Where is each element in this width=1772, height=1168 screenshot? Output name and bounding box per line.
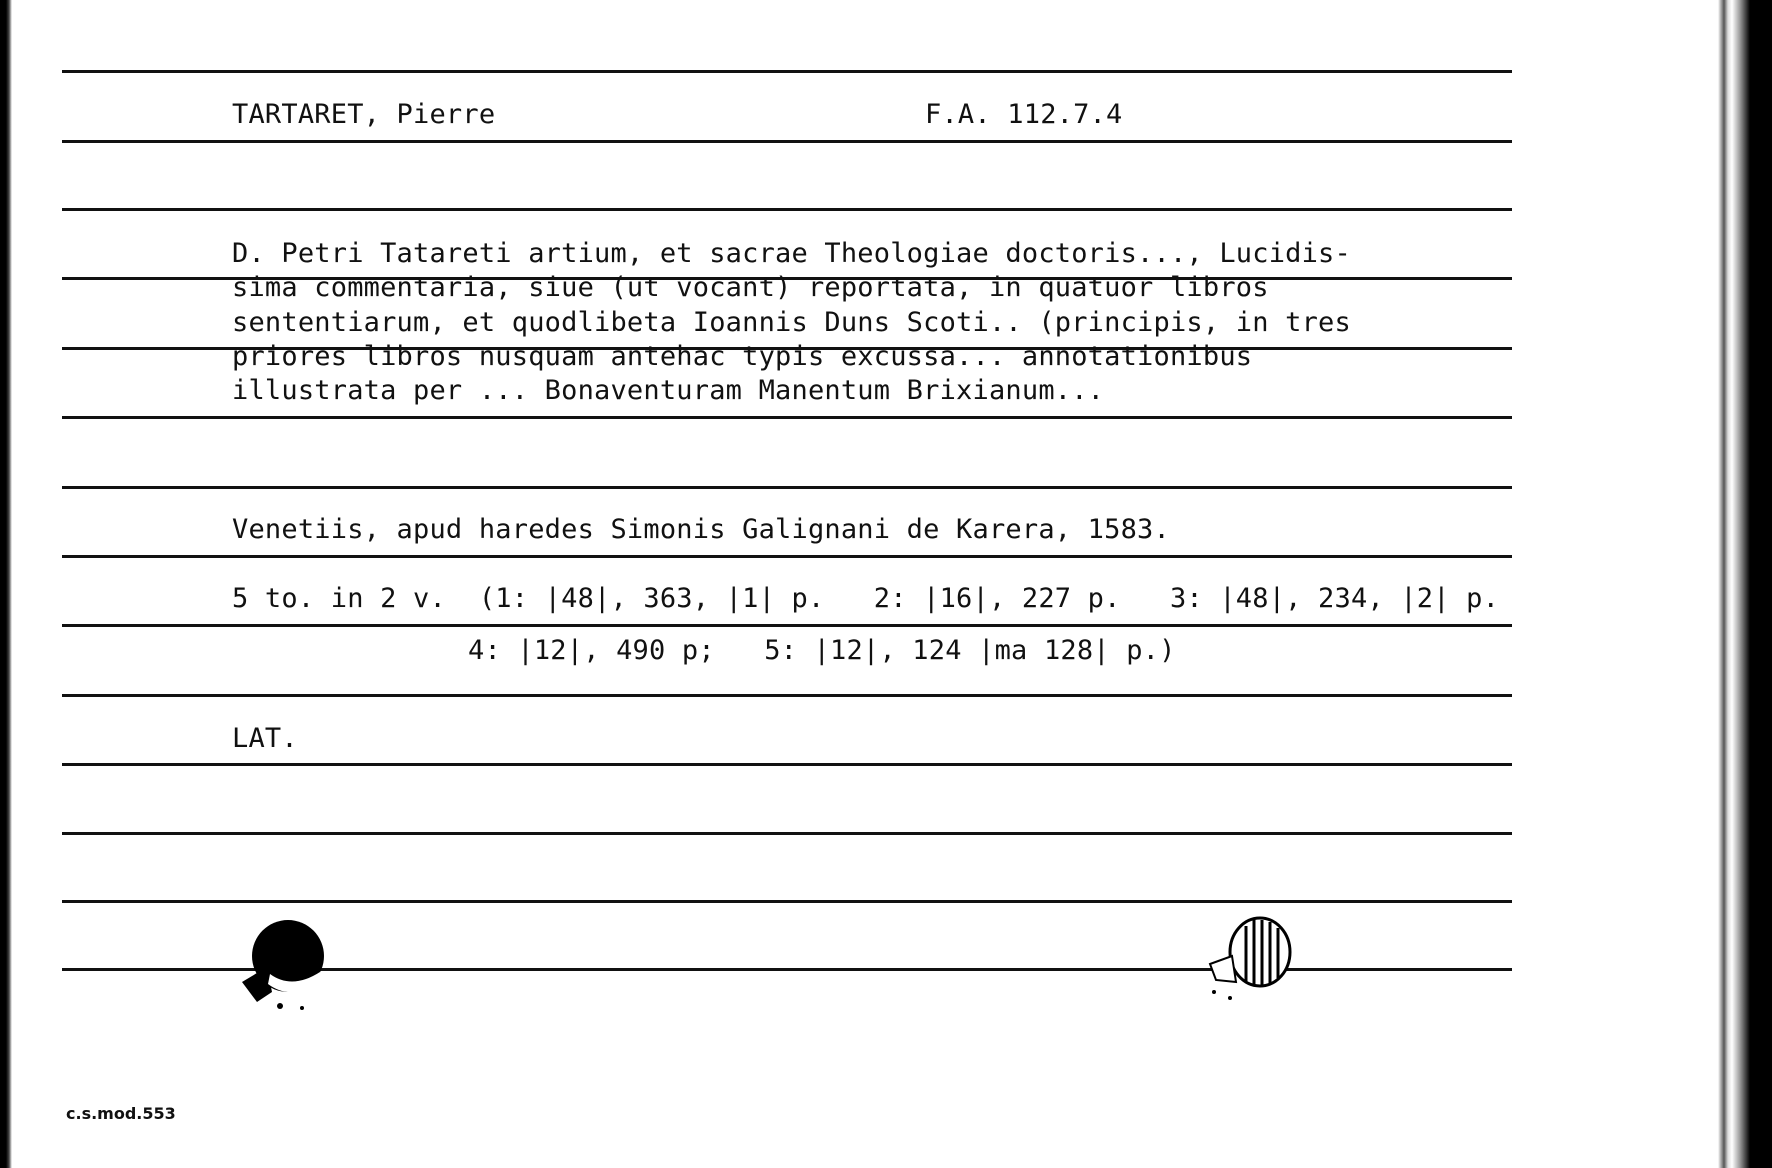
rule-line <box>62 900 1512 903</box>
imprint: Venetiis, apud haredes Simonis Galignani de Karera, 1583. <box>232 514 1170 545</box>
heading-name: TARTARET, Pierre <box>232 99 496 130</box>
rule-line <box>62 624 1512 627</box>
form-code: c.s.mod.553 <box>66 1104 176 1123</box>
rule-line <box>62 763 1512 766</box>
punch-hole-right <box>1200 912 1300 1012</box>
punch-hole-left <box>232 912 342 1022</box>
rule-line <box>62 486 1512 489</box>
title-line: priores libros nusquam antehac typis excussa... annotationibus <box>232 341 1253 372</box>
collation-line: 4: |12|, 490 p; 5: |12|, 124 |ma 128| p.) <box>468 635 1176 666</box>
collation-line: 5 to. in 2 v. (1: |48|, 363, |1| p. 2: |16|, 227 p. 3: |48|, 234, |2| p. <box>232 583 1500 614</box>
rule-line <box>62 694 1512 697</box>
title-line: sententiarum, et quodlibeta Ioannis Duns Scoti.. (principis, in tres <box>232 307 1351 338</box>
title-line: illustrata per ... Bonaventuram Manentum Brixianum... <box>232 375 1105 406</box>
title-line: D. Petri Tatareti artium, et sacrae Theologiae doctoris..., Lucidis- <box>232 238 1351 269</box>
language-code: LAT. <box>232 723 298 754</box>
card-left-edge <box>0 0 12 1168</box>
rule-line <box>62 832 1512 835</box>
rule-line <box>62 208 1512 211</box>
call-number: F.A. 112.7.4 <box>925 99 1123 130</box>
card-right-edge <box>1710 0 1772 1168</box>
rule-line <box>62 555 1512 558</box>
title-line: sima commentaria, siue (ut vocant) reportata, in quatuor libros <box>232 272 1269 303</box>
rule-line <box>62 140 1512 143</box>
rule-line <box>62 416 1512 419</box>
rule-line <box>62 70 1512 73</box>
